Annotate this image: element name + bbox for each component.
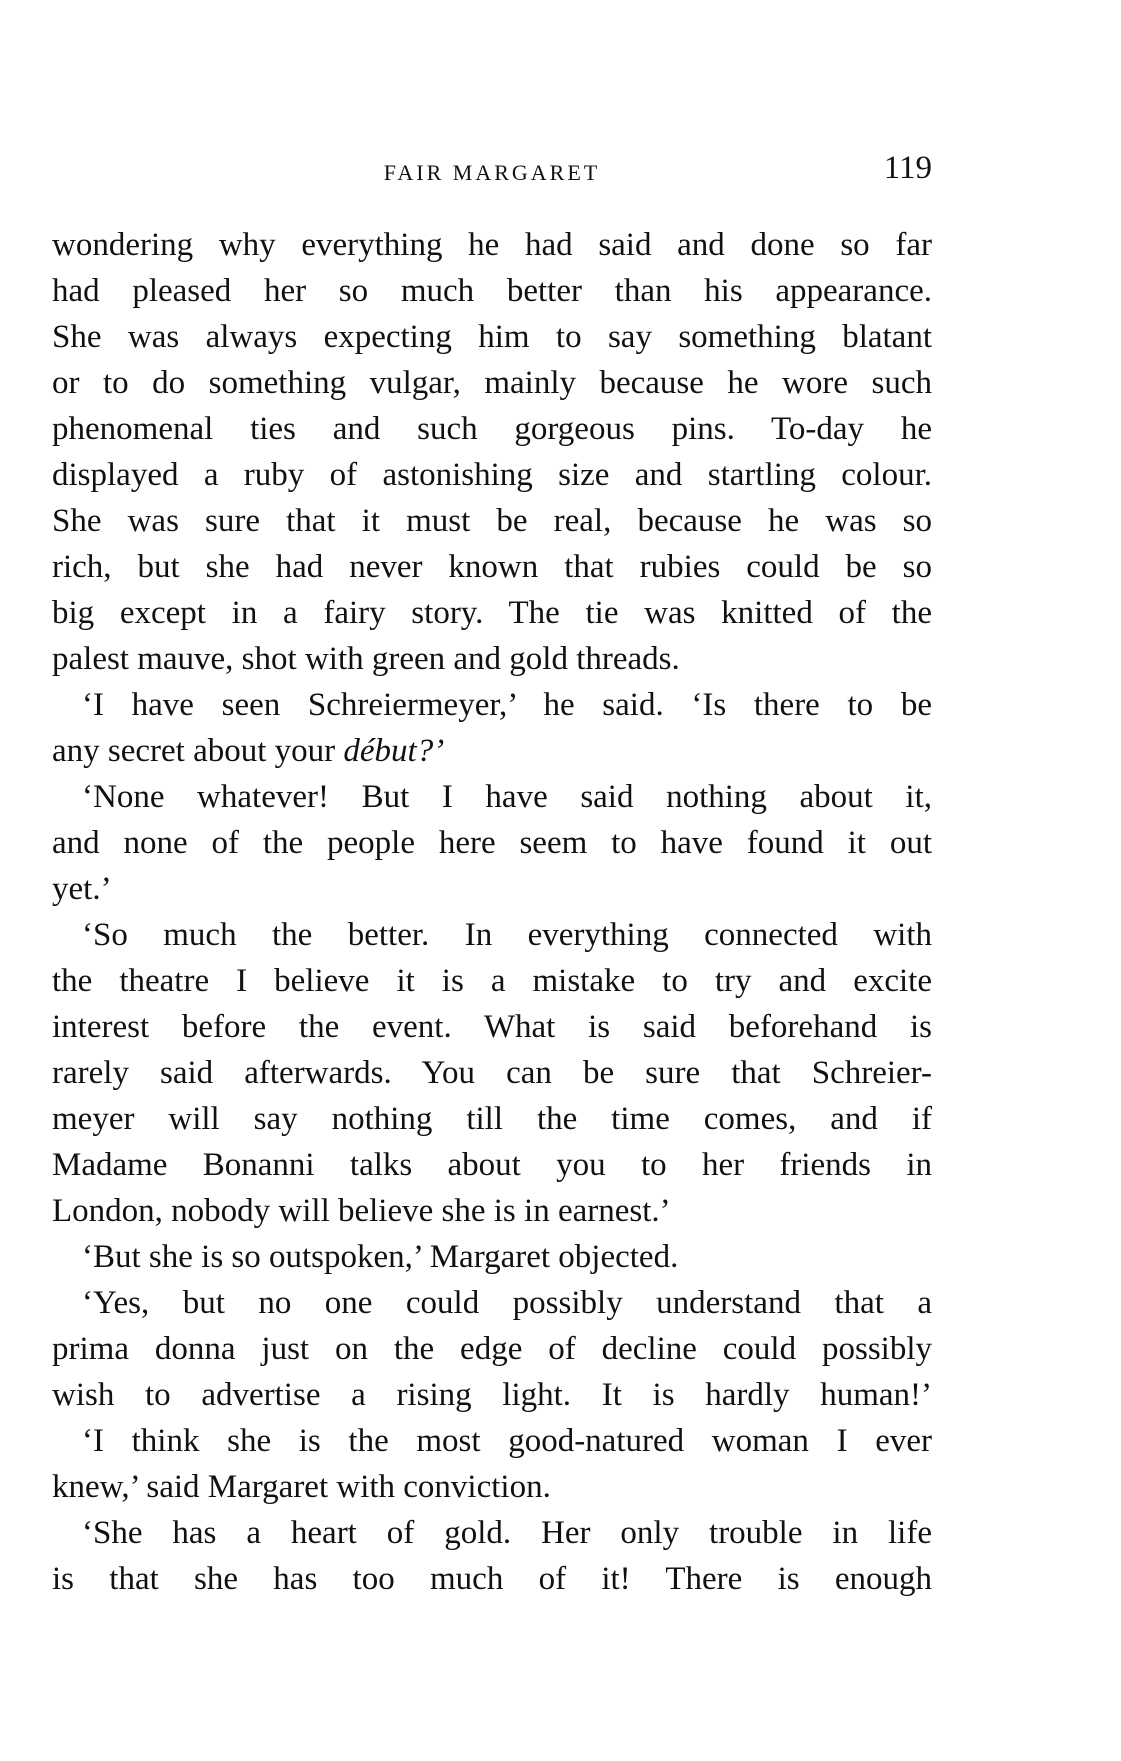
text-line: knew,’ said Margaret with conviction. — [52, 1469, 551, 1505]
text-line-with-italic — [52, 728, 932, 774]
text-line: ‘None whatever! But I have said nothing about it, — [82, 779, 932, 815]
text-line: ‘So much the better. In everything connected with — [82, 917, 932, 953]
text-line: rich, but she had never known that rubies could be so — [52, 549, 932, 585]
text-line: or to do something vulgar, mainly because he wore such — [52, 365, 932, 401]
text-line: London, nobody will believe she is in earnest.’ — [52, 1193, 671, 1229]
text-line: yet.’ — [52, 871, 112, 907]
text-line: She was sure that it must be real, because he was so — [52, 503, 932, 539]
body-text — [52, 222, 932, 1602]
italic-word: début?’ — [343, 733, 445, 769]
text-line: palest mauve, shot with green and gold threads. — [52, 641, 680, 677]
text-line: She was always expecting him to say something blatant — [52, 319, 932, 355]
text-line: meyer will say nothing till the time comes, and if — [52, 1101, 932, 1137]
text-line: wish to advertise a rising light. It is hardly human!’ — [52, 1377, 932, 1413]
page-number: 119 — [883, 150, 932, 186]
text-line: had pleased her so much better than his appearance. — [52, 273, 932, 309]
text-line: ‘But she is so outspoken,’ Margaret objected. — [82, 1239, 679, 1275]
text-line: displayed a ruby of astonishing size and startling colour. — [52, 457, 932, 493]
text-line: ‘I have seen Schreiermeyer,’ he said. ‘Is there to be — [82, 687, 932, 723]
running-head — [52, 150, 932, 194]
text-line: wondering why everything he had said and done so far — [52, 227, 932, 263]
text-segment: any secret about your — [52, 733, 344, 769]
text-line: ‘Yes, but no one could possibly understand that a — [82, 1285, 932, 1321]
text-line: big except in a fairy story. The tie was knitted of the — [52, 595, 932, 631]
text-line: interest before the event. What is said beforehand is — [52, 1009, 932, 1045]
text-line: phenomenal ties and such gorgeous pins. To-day he — [52, 411, 932, 447]
text-line: the theatre I believe it is a mistake to try and excite — [52, 963, 932, 999]
text-line: prima donna just on the edge of decline could possibly — [52, 1331, 932, 1367]
running-title: FAIR MARGARET — [383, 160, 601, 185]
text-line: rarely said afterwards. You can be sure that Schreier- — [52, 1055, 932, 1091]
text-line: Madame Bonanni talks about you to her friends in — [52, 1147, 932, 1183]
text-line: ‘I think she is the most good-natured woman I ever — [82, 1423, 932, 1459]
text-line: and none of the people here seem to have found it out — [52, 825, 932, 861]
text-line: ‘She has a heart of gold. Her only trouble in life — [82, 1515, 932, 1551]
text-line: is that she has too much of it! There is enough — [52, 1561, 932, 1597]
